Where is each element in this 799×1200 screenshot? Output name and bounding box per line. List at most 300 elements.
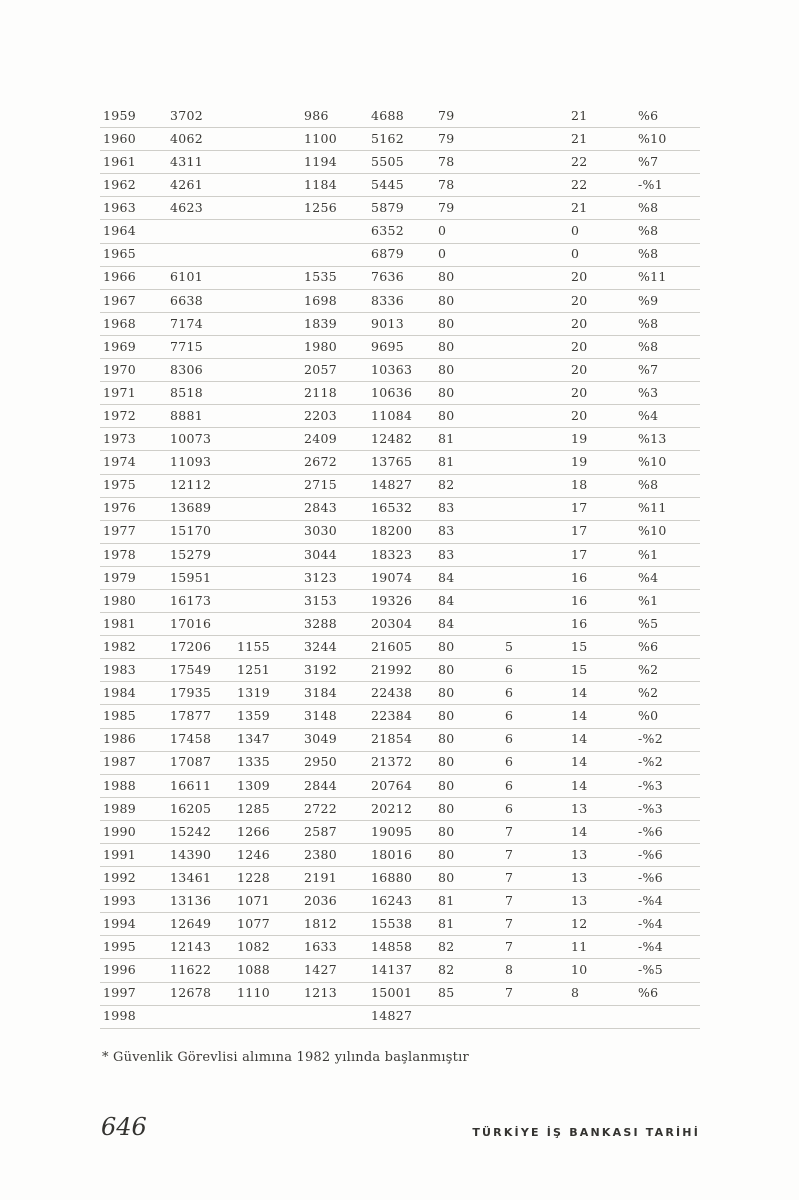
table-cell: 1971 xyxy=(103,384,137,400)
table-cell: 10636 xyxy=(371,384,413,400)
table-cell: 21 xyxy=(571,130,588,146)
table-cell: 1977 xyxy=(103,523,137,539)
table-cell: 1319 xyxy=(237,685,271,701)
table-cell: 6101 xyxy=(170,269,204,285)
table-row xyxy=(100,636,700,659)
table-cell: %5 xyxy=(638,615,659,631)
table-cell: %7 xyxy=(638,153,659,169)
table-cell: 8881 xyxy=(170,408,204,424)
table-cell: 19326 xyxy=(371,592,413,608)
table-row xyxy=(100,313,700,336)
table-cell: 20212 xyxy=(371,800,413,816)
table-cell: 80 xyxy=(438,408,455,424)
table-cell: 1992 xyxy=(103,869,137,885)
table-footnote: * Güvenlik Görevlisi alımına 1982 yılında başlanmıştır xyxy=(102,1050,469,1065)
table-cell: 1285 xyxy=(237,800,271,816)
table-cell: 16532 xyxy=(371,500,413,516)
table-cell: 1071 xyxy=(237,892,271,908)
table-cell: 5445 xyxy=(371,177,405,193)
table-cell: 7 xyxy=(505,939,514,955)
table-row xyxy=(100,682,700,705)
table-cell: 14827 xyxy=(371,1008,413,1024)
table-cell: 1990 xyxy=(103,823,137,839)
table-cell: 0 xyxy=(438,246,447,262)
table-cell: 80 xyxy=(438,662,455,678)
table-cell: 15 xyxy=(571,662,588,678)
table-row xyxy=(100,1006,700,1029)
table-cell: 13 xyxy=(571,892,588,908)
table-row xyxy=(100,498,700,521)
table-cell: 21 xyxy=(571,200,588,216)
table-cell: 15001 xyxy=(371,985,413,1001)
table-cell: 21372 xyxy=(371,754,413,770)
table-cell: 17935 xyxy=(170,685,212,701)
table-cell: 79 xyxy=(438,130,455,146)
table-cell: -%5 xyxy=(638,962,663,978)
table-row xyxy=(100,544,700,567)
table-cell: 3192 xyxy=(304,662,338,678)
table-cell: 1077 xyxy=(237,916,271,932)
table-cell: 80 xyxy=(438,754,455,770)
table-cell: 3288 xyxy=(304,615,338,631)
table-cell: 80 xyxy=(438,315,455,331)
table-cell: 80 xyxy=(438,685,455,701)
table-cell: %8 xyxy=(638,477,659,493)
table-cell: 1812 xyxy=(304,916,338,932)
table-cell: 7 xyxy=(505,916,514,932)
table-cell: 8336 xyxy=(371,292,405,308)
table-cell: 20 xyxy=(571,269,588,285)
table-row xyxy=(100,890,700,913)
table-row xyxy=(100,220,700,243)
table-cell: 7 xyxy=(505,985,514,1001)
table-cell: 18323 xyxy=(371,546,413,562)
table-cell: %1 xyxy=(638,546,659,562)
table-cell: 83 xyxy=(438,500,455,516)
table-cell: 1213 xyxy=(304,985,338,1001)
table-cell: 3044 xyxy=(304,546,338,562)
table-cell: 6 xyxy=(505,777,514,793)
table-cell: 2036 xyxy=(304,892,338,908)
table-cell: 1984 xyxy=(103,685,137,701)
table-cell: 2409 xyxy=(304,431,338,447)
table-cell: 1535 xyxy=(304,269,338,285)
table-cell: %0 xyxy=(638,708,659,724)
table-row xyxy=(100,405,700,428)
table-cell: 80 xyxy=(438,292,455,308)
table-cell: 8 xyxy=(571,985,580,1001)
table-cell: 84 xyxy=(438,569,455,585)
table-cell: 17458 xyxy=(170,731,212,747)
table-cell: 1110 xyxy=(237,985,271,1001)
table-cell: 18200 xyxy=(371,523,413,539)
table-row xyxy=(100,521,700,544)
table-cell: 1335 xyxy=(237,754,271,770)
table-cell: 19095 xyxy=(371,823,413,839)
table-cell: 15170 xyxy=(170,523,212,539)
table-cell: -%6 xyxy=(638,846,663,862)
table-cell: %4 xyxy=(638,408,659,424)
table-row xyxy=(100,244,700,267)
table-cell: %6 xyxy=(638,638,659,654)
table-cell: 1155 xyxy=(237,638,271,654)
table-cell: %11 xyxy=(638,500,667,516)
table-row xyxy=(100,729,700,752)
table-cell: 1962 xyxy=(103,177,137,193)
table-cell: 6 xyxy=(505,754,514,770)
table-cell: 12112 xyxy=(170,477,212,493)
table-cell: 1997 xyxy=(103,985,137,1001)
table-cell: 1228 xyxy=(237,869,271,885)
table-cell: 4688 xyxy=(371,107,405,123)
table-cell: 22384 xyxy=(371,708,413,724)
table-cell: 1082 xyxy=(237,939,271,955)
table-cell: 1980 xyxy=(304,338,338,354)
table-cell: -%3 xyxy=(638,777,663,793)
table-cell: 1995 xyxy=(103,939,137,955)
table-cell: 6352 xyxy=(371,223,405,239)
table-cell: 1960 xyxy=(103,130,137,146)
table-cell: 84 xyxy=(438,592,455,608)
table-cell: 21992 xyxy=(371,662,413,678)
table-cell: 8 xyxy=(505,962,514,978)
table-row xyxy=(100,128,700,151)
table-cell: %13 xyxy=(638,431,667,447)
table-cell: 82 xyxy=(438,939,455,955)
table-cell: 1967 xyxy=(103,292,137,308)
table-cell: 11093 xyxy=(170,454,212,470)
book-title: TÜRKİYE İŞ BANKASI TARİHİ xyxy=(472,1126,700,1139)
table-cell: 1998 xyxy=(103,1008,137,1024)
table-cell: 4062 xyxy=(170,130,204,146)
table-cell: %6 xyxy=(638,107,659,123)
table-cell: 16243 xyxy=(371,892,413,908)
table-row xyxy=(100,336,700,359)
table-cell: 3153 xyxy=(304,592,338,608)
table-cell: -%2 xyxy=(638,731,663,747)
table-row xyxy=(100,197,700,220)
table-cell: 1965 xyxy=(103,246,137,262)
table-cell: 81 xyxy=(438,454,455,470)
table-cell: 20 xyxy=(571,361,588,377)
table-cell: 80 xyxy=(438,777,455,793)
table-cell: 1309 xyxy=(237,777,271,793)
table-cell: 12678 xyxy=(170,985,212,1001)
table-cell: 1981 xyxy=(103,615,137,631)
table-cell: 1979 xyxy=(103,569,137,585)
table-row xyxy=(100,290,700,313)
table-cell: 17549 xyxy=(170,662,212,678)
table-cell: 4261 xyxy=(170,177,204,193)
table-cell: 18 xyxy=(571,477,588,493)
table-cell: 2844 xyxy=(304,777,338,793)
table-cell: %2 xyxy=(638,685,659,701)
table-cell: 1993 xyxy=(103,892,137,908)
table-row xyxy=(100,705,700,728)
table-cell: 6879 xyxy=(371,246,405,262)
table-row xyxy=(100,451,700,474)
table-cell: 16611 xyxy=(170,777,212,793)
table-cell: 6638 xyxy=(170,292,204,308)
table-cell: 13765 xyxy=(371,454,413,470)
table-cell: 80 xyxy=(438,846,455,862)
table-cell: 7 xyxy=(505,846,514,862)
table-cell: 85 xyxy=(438,985,455,1001)
table-cell: 17 xyxy=(571,500,588,516)
table-cell: 6 xyxy=(505,800,514,816)
table-cell: 3049 xyxy=(304,731,338,747)
table-cell: %10 xyxy=(638,523,667,539)
table-cell: -%1 xyxy=(638,177,663,193)
table-cell: 13136 xyxy=(170,892,212,908)
table-cell: 2587 xyxy=(304,823,338,839)
table-row xyxy=(100,151,700,174)
table-cell: 0 xyxy=(571,223,580,239)
table-cell: 2118 xyxy=(304,384,338,400)
table-cell: 83 xyxy=(438,546,455,562)
table-cell: 10363 xyxy=(371,361,413,377)
table-row xyxy=(100,590,700,613)
table-cell: 22 xyxy=(571,177,588,193)
table-cell: 13 xyxy=(571,846,588,862)
table-cell: 1959 xyxy=(103,107,137,123)
table-cell: 17087 xyxy=(170,754,212,770)
table-cell: %10 xyxy=(638,130,667,146)
table-cell: 12482 xyxy=(371,431,413,447)
table-cell: 5879 xyxy=(371,200,405,216)
table-cell: 21 xyxy=(571,107,588,123)
table-cell: 1988 xyxy=(103,777,137,793)
table-cell: 81 xyxy=(438,431,455,447)
table-cell: -%6 xyxy=(638,823,663,839)
table-cell: 5 xyxy=(505,638,514,654)
table-row xyxy=(100,382,700,405)
table-cell: 1246 xyxy=(237,846,271,862)
table-cell: 20 xyxy=(571,384,588,400)
table-cell: 11 xyxy=(571,939,588,955)
table-cell: 80 xyxy=(438,731,455,747)
table-cell: -%3 xyxy=(638,800,663,816)
table-cell: 14 xyxy=(571,731,588,747)
table-cell: 1972 xyxy=(103,408,137,424)
table-cell: 13 xyxy=(571,869,588,885)
table-cell: 9695 xyxy=(371,338,405,354)
table-cell: 80 xyxy=(438,338,455,354)
table-cell: 2203 xyxy=(304,408,338,424)
table-cell: 1976 xyxy=(103,500,137,516)
table-cell: %7 xyxy=(638,361,659,377)
table-cell: 80 xyxy=(438,800,455,816)
table-cell: 0 xyxy=(571,246,580,262)
table-cell: 1969 xyxy=(103,338,137,354)
table-cell: 6 xyxy=(505,662,514,678)
page-number: 646 xyxy=(101,1113,147,1141)
table-cell: 9013 xyxy=(371,315,405,331)
table-cell: 10073 xyxy=(170,431,212,447)
table-cell: %10 xyxy=(638,454,667,470)
table-cell: 14827 xyxy=(371,477,413,493)
table-cell: 80 xyxy=(438,823,455,839)
table-cell: 20 xyxy=(571,408,588,424)
table-cell: 15279 xyxy=(170,546,212,562)
table-cell: 1989 xyxy=(103,800,137,816)
table-cell: 2722 xyxy=(304,800,338,816)
table-cell: 14858 xyxy=(371,939,413,955)
table-row xyxy=(100,775,700,798)
table-cell: 5162 xyxy=(371,130,405,146)
table-cell: %8 xyxy=(638,223,659,239)
table-cell: 16173 xyxy=(170,592,212,608)
table-cell: -%2 xyxy=(638,754,663,770)
statistics-table xyxy=(100,105,700,1029)
table-cell: %2 xyxy=(638,662,659,678)
table-cell: 1251 xyxy=(237,662,271,678)
table-cell: 4311 xyxy=(170,153,204,169)
table-cell: 1978 xyxy=(103,546,137,562)
table-cell: 18016 xyxy=(371,846,413,862)
table-cell: 1359 xyxy=(237,708,271,724)
table-cell: 80 xyxy=(438,269,455,285)
table-cell: 1982 xyxy=(103,638,137,654)
table-cell: 1991 xyxy=(103,846,137,862)
table-cell: 1980 xyxy=(103,592,137,608)
table-cell: 1194 xyxy=(304,153,338,169)
table-cell: 1970 xyxy=(103,361,137,377)
table-cell: 1968 xyxy=(103,315,137,331)
table-cell: %6 xyxy=(638,985,659,1001)
table-cell: 11084 xyxy=(371,408,413,424)
table-cell: 10 xyxy=(571,962,588,978)
table-row xyxy=(100,821,700,844)
table-cell: 82 xyxy=(438,962,455,978)
table-cell: 20304 xyxy=(371,615,413,631)
table-cell: -%4 xyxy=(638,892,663,908)
table-cell: 14 xyxy=(571,754,588,770)
table-row xyxy=(100,174,700,197)
table-row xyxy=(100,936,700,959)
table-cell: 1184 xyxy=(304,177,338,193)
table-cell: 15538 xyxy=(371,916,413,932)
table-cell: 20 xyxy=(571,338,588,354)
table-cell: 15951 xyxy=(170,569,212,585)
table-cell: %8 xyxy=(638,315,659,331)
table-cell: 16205 xyxy=(170,800,212,816)
table-cell: 8518 xyxy=(170,384,204,400)
table-cell: -%4 xyxy=(638,916,663,932)
table-cell: 17877 xyxy=(170,708,212,724)
table-cell: 13461 xyxy=(170,869,212,885)
table-cell: 1100 xyxy=(304,130,338,146)
table-cell: 22438 xyxy=(371,685,413,701)
table-cell: 84 xyxy=(438,615,455,631)
table-row xyxy=(100,267,700,290)
table-cell: 12 xyxy=(571,916,588,932)
table-cell: 6 xyxy=(505,685,514,701)
table-cell: 16 xyxy=(571,592,588,608)
table-cell: 80 xyxy=(438,638,455,654)
table-cell: 7636 xyxy=(371,269,405,285)
table-cell: 2672 xyxy=(304,454,338,470)
table-cell: 12649 xyxy=(170,916,212,932)
table-cell: 78 xyxy=(438,153,455,169)
table-cell: 1994 xyxy=(103,916,137,932)
table-cell: -%4 xyxy=(638,939,663,955)
table-cell: 80 xyxy=(438,361,455,377)
table-cell: -%6 xyxy=(638,869,663,885)
table-cell: %4 xyxy=(638,569,659,585)
table-cell: 2715 xyxy=(304,477,338,493)
table-cell: 7715 xyxy=(170,338,204,354)
table-cell: 14 xyxy=(571,823,588,839)
table-cell: %1 xyxy=(638,592,659,608)
table-cell: 79 xyxy=(438,200,455,216)
table-cell: 1839 xyxy=(304,315,338,331)
table-cell: 1974 xyxy=(103,454,137,470)
table-cell: 986 xyxy=(304,107,329,123)
table-cell: 6 xyxy=(505,731,514,747)
table-cell: 17 xyxy=(571,546,588,562)
table-cell: 82 xyxy=(438,477,455,493)
table-cell: 2380 xyxy=(304,846,338,862)
table-cell: 80 xyxy=(438,869,455,885)
table-cell: %11 xyxy=(638,269,667,285)
table-cell: 21854 xyxy=(371,731,413,747)
table-cell: 15 xyxy=(571,638,588,654)
table-cell: 1987 xyxy=(103,754,137,770)
table-row xyxy=(100,105,700,128)
table-cell: 1698 xyxy=(304,292,338,308)
table-cell: 19 xyxy=(571,431,588,447)
table-cell: 2191 xyxy=(304,869,338,885)
table-cell: 20764 xyxy=(371,777,413,793)
table-cell: 1963 xyxy=(103,200,137,216)
table-cell: 16 xyxy=(571,615,588,631)
table-row xyxy=(100,475,700,498)
table-cell: 15242 xyxy=(170,823,212,839)
table-cell: 1266 xyxy=(237,823,271,839)
table-cell: 13689 xyxy=(170,500,212,516)
table-cell: 1996 xyxy=(103,962,137,978)
table-cell: 1973 xyxy=(103,431,137,447)
table-cell: 1088 xyxy=(237,962,271,978)
table-cell: 1966 xyxy=(103,269,137,285)
table-row xyxy=(100,798,700,821)
table-cell: %8 xyxy=(638,200,659,216)
table-cell: 3184 xyxy=(304,685,338,701)
table-cell: 81 xyxy=(438,916,455,932)
table-cell: 3030 xyxy=(304,523,338,539)
table-cell: 78 xyxy=(438,177,455,193)
table-cell: 1985 xyxy=(103,708,137,724)
table-cell: 2843 xyxy=(304,500,338,516)
table-cell: 19 xyxy=(571,454,588,470)
table-cell: 1983 xyxy=(103,662,137,678)
table-row xyxy=(100,983,700,1006)
table-row xyxy=(100,359,700,382)
table-cell: 11622 xyxy=(170,962,212,978)
table-cell: 8306 xyxy=(170,361,204,377)
table-cell: 7 xyxy=(505,823,514,839)
table-cell: 1964 xyxy=(103,223,137,239)
table-cell: %8 xyxy=(638,338,659,354)
table-cell: 1427 xyxy=(304,962,338,978)
table-cell: 81 xyxy=(438,892,455,908)
table-row xyxy=(100,913,700,936)
table-cell: %8 xyxy=(638,246,659,262)
table-row xyxy=(100,867,700,890)
table-cell: 80 xyxy=(438,708,455,724)
table-cell: 14 xyxy=(571,685,588,701)
